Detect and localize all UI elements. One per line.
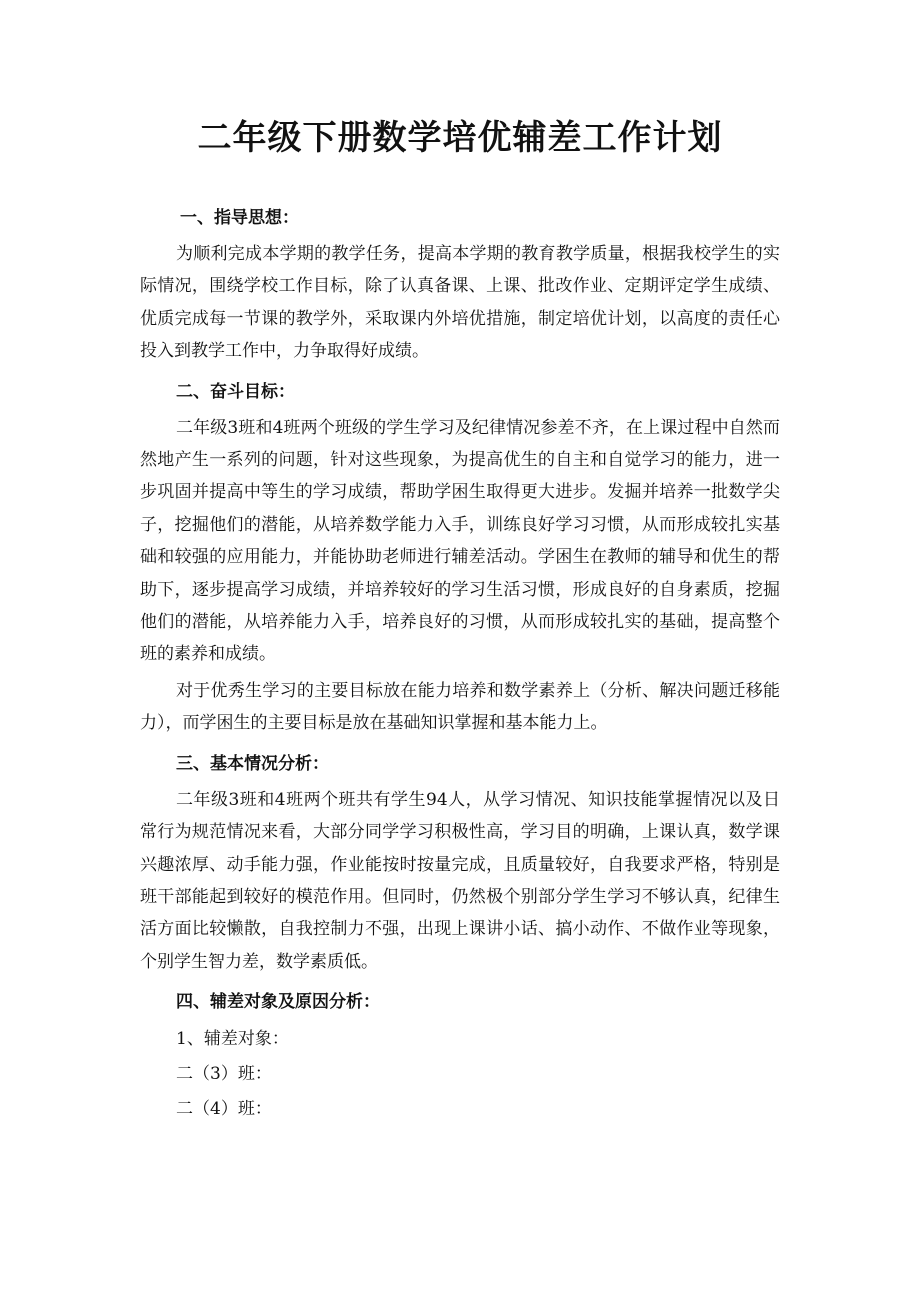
paragraph: 二年级3班和4班两个班共有学生94人，从学习情况、知识技能掌握情况以及日常行为规范情况来看，大部分同学学习积极性高，学习目的明确，上课认真，数学课兴趣浓厚、动手能力强，作业能按时按量完成，且质量较好，自我要求严格，特别是班干部能起到较好的模范作用。但同时，仍然极个别部分学生学习不够认真，纪律生活方面比较懒散，自我控制力不强，出现上课讲小话、搞小动作、不做作业等现象，个别学生智力差，数学素质低。 xyxy=(140,789,780,972)
page-title: 二年级下册数学培优辅差工作计划 xyxy=(197,118,723,158)
section-heading: 四、辅差对象及原因分析： xyxy=(176,992,380,1013)
list-line: 二（3）班： xyxy=(176,1064,272,1085)
section-heading: 二、奋斗目标： xyxy=(176,381,295,402)
list-line: 二（4）班： xyxy=(176,1099,272,1120)
paragraph: 为顺利完成本学期的教学任务，提高本学期的教育教学质量，根据我校学生的实际情况，围绕学校工作目标，除了认真备课、上课、批改作业、定期评定学生成绩、优质完成每一节课的教学外，采取课内外培优措施，制定培优计划，以高度的责任心投入到教学工作中，力争取得好成绩。 xyxy=(140,244,780,362)
document-body xyxy=(140,198,780,1127)
paragraph: 二年级3班和4班两个班级的学生学习及纪律情况参差不齐，在上课过程中自然而然地产生一系列的问题，针对这些现象，为提高优生的自主和自觉学习的能力，进一步巩固并提高中等生的学习成绩，帮助学困生取得更大进步。发掘并培养一批数学尖子，挖掘他们的潜能，从培养数学能力入手，训练良好学习习惯，从而形成较扎实基础和较强的应用能力，并能协助老师进行辅差活动。学困生在教师的辅导和优生的帮助下，逐步提高学习成绩，并培养较好的学习生活习惯，形成良好的自身素质，挖掘他们的潜能，从培养能力入手，培养良好的习惯，从而形成较扎实的基础，提高整个班的素养和成绩。 xyxy=(140,417,780,665)
list-line: 1、辅差对象： xyxy=(176,1029,289,1050)
paragraph: 对于优秀生学习的主要目标放在能力培养和数学素养上（分析、解决问题迁移能力），而学困生的主要目标是放在基础知识掌握和基本能力上。 xyxy=(140,680,780,734)
section-heading: 三、基本情况分析： xyxy=(176,753,329,774)
section-heading: 一、指导思想： xyxy=(180,208,299,228)
